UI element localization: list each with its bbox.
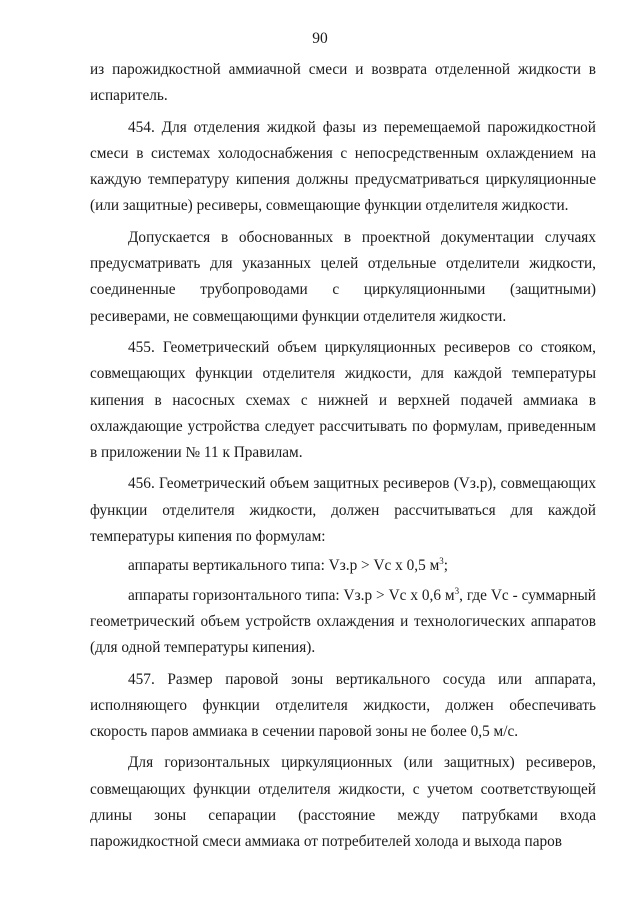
document-body xyxy=(90,57,596,856)
paragraph-457: 457. Размер паровой зоны вертикального сосуда или аппарата, исполняющего функции отделителя жидкости, должен обеспечивать скорость паров аммиака в сечении паровой зоны не более 0,5 м/с. xyxy=(90,670,596,741)
paragraph-454-permission: Допускается в обоснованных в проектной документации случаях предусматривать для указанных целей отдельные отделители жидкости, соединенные трубопроводами с циркуляционными (защитными) ресиверами, не совмещающими функции отделителя жидкости. xyxy=(90,228,596,325)
paragraph-455: 455. Геометрический объем циркуляционных ресиверов со стояком, совмещающих функции отделителя жидкости, для каждой температуры кипения в насосных схемах с нижней и верхней подачей аммиака в охлаждающие устройства следует рассчитывать по формулам, приведенным в приложении № 11 к Правилам. xyxy=(90,338,596,462)
formula-horizontal xyxy=(90,583,596,662)
formula-horizontal-tail: , где Vc - суммарный геометрический объем устройств охлаждения и технологических аппаратов (для одной температуры кипения). xyxy=(90,586,596,657)
paragraph-454: 454. Для отделения жидкой фазы из перемещаемой парожидкостной смеси в системах холодоснабжения с непосредственным охлаждением на каждую температуру кипения должны предусматриваться циркуляционные (или защитные) ресиверы, совмещающие функции отделителя жидкости. xyxy=(90,118,596,215)
cubic-superscript: 3 xyxy=(439,556,444,567)
paragraph-456: 456. Геометрический объем защитных ресиверов (Vз.р), совмещающих функции отделителя жидкости, должен рассчитываться для каждой температуры кипения по формулам: xyxy=(90,475,596,546)
paragraph-continuation: из парожидкостной аммиачной смеси и возврата отделенной жидкости в испаритель. xyxy=(90,61,596,105)
formula-horizontal-text: аппараты горизонтального типа: Vз.р > Vc x 0,6 м xyxy=(128,586,455,604)
paragraph-457-horizontal: Для горизонтальных циркуляционных (или защитных) ресиверов, совмещающих функции отделителя жидкости, с учетом соответствующей длины зоны сепарации (расстояние между патрубками входа парожидкостной смеси аммиака от потребителей холода и выхода паров xyxy=(90,754,596,851)
cubic-superscript: 3 xyxy=(454,585,460,596)
page-number: 90 xyxy=(312,30,328,47)
formula-vertical-text: аппараты вертикального типа: Vз.р > Vc x 0,5 м xyxy=(128,557,440,575)
formula-vertical-tail: ; xyxy=(443,557,449,575)
formula-vertical xyxy=(90,553,596,579)
